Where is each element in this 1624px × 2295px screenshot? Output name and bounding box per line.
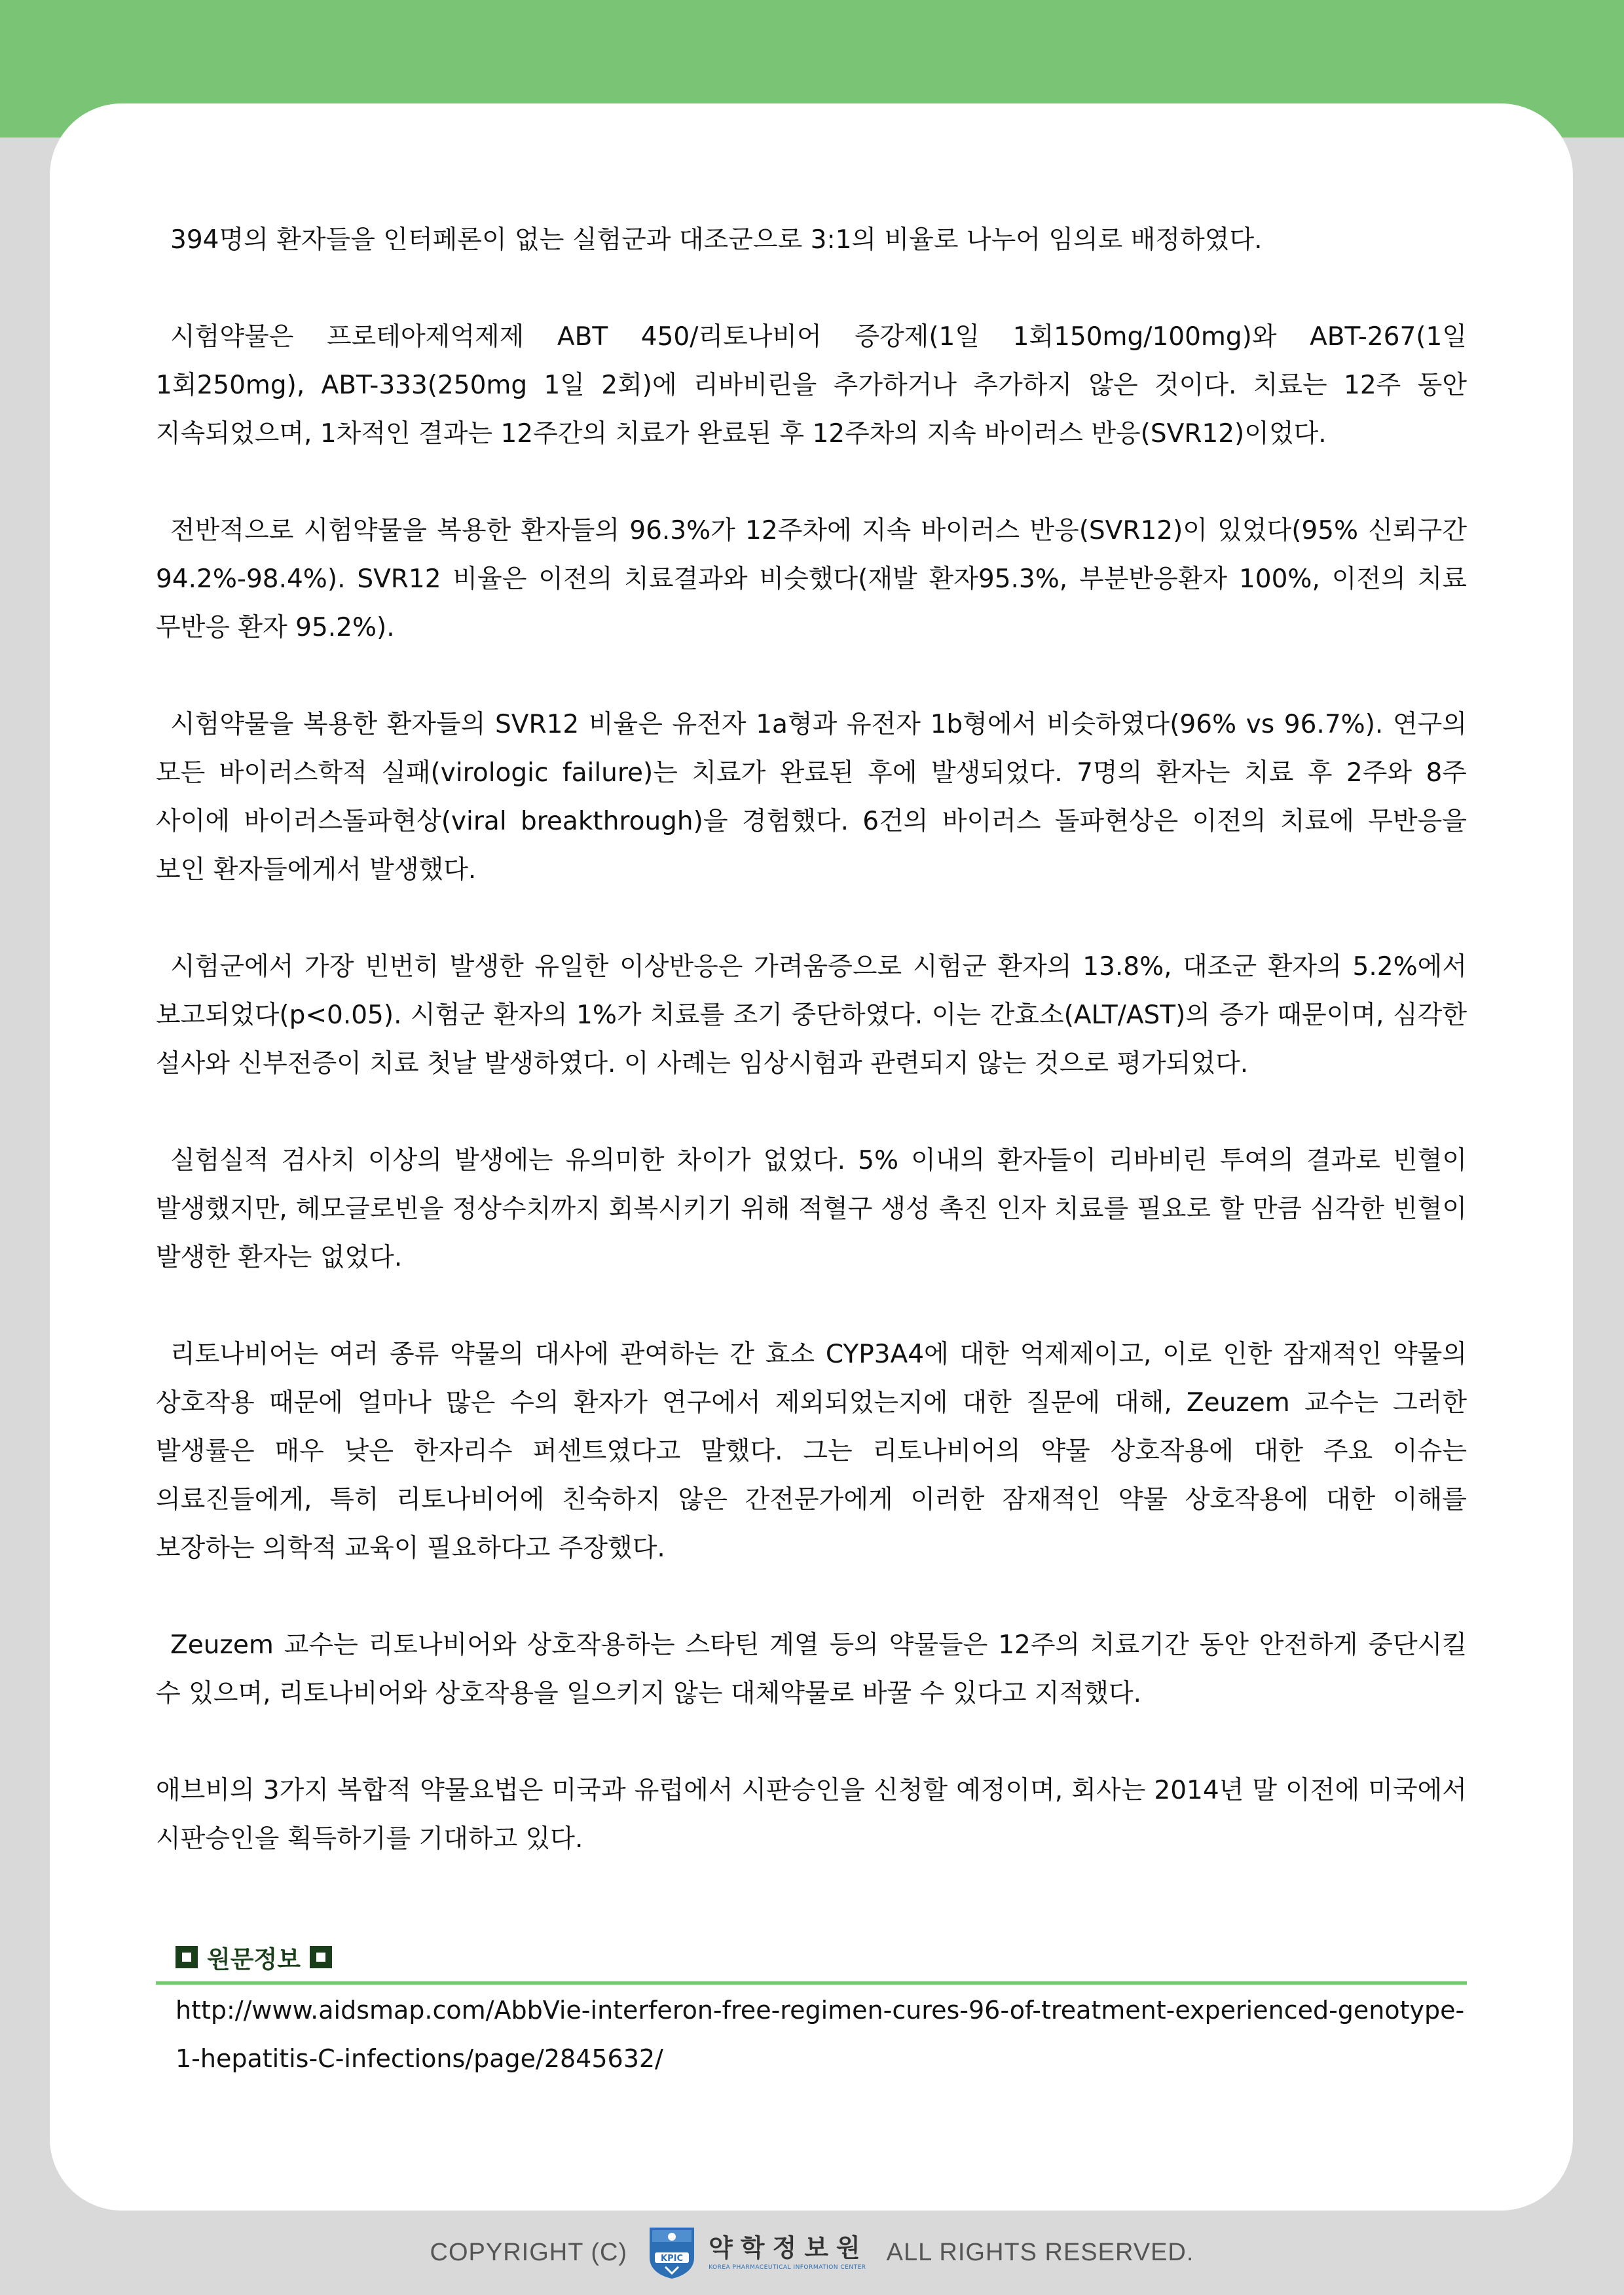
source-link[interactable]: http://www.aidsmap.com/AbbVie-interferon-free-regimen-cures-96-of-treatment-experienced-genotype-1-hepatitis-C-infections/page/2845632/ [175,1996,1465,2073]
paragraph: 리토나비어는 여러 종류 약물의 대사에 관여하는 간 효소 CYP3A4에 대한 억제제이고, 이로 인한 잠재적인 약물의 상호작용 때문에 얼마나 많은 수의 환자가 연구에서 제외되었는지에 대한 질문에 대해, Zeuzem 교수는 그러한 발생률은 매우 낮은 한자리수 퍼센트였다고 말했다. 그는 리토나비어의 약물 상호작용에 대한 주요 이슈는 의료진들에게, 특히 리토나비어에 친숙하지 않은 간전문가에게 이러한 잠재적인 약물 상호작용에 대한 이해를 보장하는 의학적 교육이 필요하다고 주장했다. [156,1340,1467,1563]
kpic-logo [646,2225,868,2280]
logo-badge-text: KPIC [661,2254,684,2264]
paragraph: 시험군에서 가장 빈번히 발생한 유일한 이상반응은 가려움증으로 시험군 환자의 13.8%, 대조군 환자의 5.2%에서 보고되었다(p<0.05). 시험군 환자의 1%가 치료를 조기 중단하였다. 이는 간효소(ALT/AST)의 증가 때문이며, 심각한 설사와 신부전증이 치료 첫날 발생하였다. 이 사례는 임상시험과 관련되지 않는 것으로 평가되었다. [156,952,1467,1078]
paragraph: 시험약물은 프로테아제억제제 ABT 450/리토나비어 증강제(1일 1회150mg/100mg)와 ABT-267(1일 1회250mg), ABT-333(250mg 1일 2회)에 리바비린을 추가하거나 추가하지 않은 것이다. 치료는 12주 동안 지속되었으며, 1차적인 결과는 12주간의 치료가 완료된 후 12주차의 지속 바이러스 반응(SVR12)이었다. [156,322,1467,449]
logo-name: 약학정보원 [709,2233,868,2262]
paragraph: 시험약물을 복용한 환자들의 SVR12 비율은 유전자 1a형과 유전자 1b형에서 비슷하였다(96% vs 96.7%). 연구의 모든 바이러스학적 실패(virologic failure)는 치료가 완료된 후에 발생되었다. 7명의 환자는 치료 후 2주와 8주 사이에 바이러스돌파현상(viral breakthrough)을 경험했다. 6건의 바이러스 돌파현상은 이전의 치료에 무반응을 보인 환자들에게서 발생했다. [156,710,1467,885]
paragraph: 실험실적 검사치 이상의 발생에는 유의미한 차이가 없었다. 5% 이내의 환자들이 리바비린 투여의 결과로 빈혈이 발생했지만, 헤모글로빈을 정상수치까지 회복시키기 위해 적혈구 생성 촉진 인자 치료를 필요로 할 만큼 심각한 빈혈이 발생한 환자는 없었다. [156,1146,1467,1272]
paragraph: 394명의 환자들을 인터페론이 없는 실험군과 대조군으로 3:1의 비율로 나누어 임의로 배정하였다. [170,225,1263,255]
logo-text [709,2233,868,2272]
logo-subtitle: KOREA PHARMACEUTICAL INFORMATION CENTER [709,2264,866,2271]
paragraph: 전반적으로 시험약물을 복용한 환자들의 96.3%가 12주차에 지속 바이러스 반응(SVR12)이 있었다(95% 신뢰구간 94.2%-98.4%). SVR12 비율은 이전의 치료결과와 비슷했다(재발 환자95.3%, 부분반응환자 100%, 이전의 치료 무반응 환자 95.2%). [156,516,1467,642]
page-footer [0,2226,1624,2279]
source-divider [156,1981,1467,1985]
source-header [156,1938,1467,1976]
kpic-shield-icon [646,2225,698,2280]
source-info [156,1938,1467,2083]
bullet-square-icon [310,1946,332,1968]
article-body [156,216,1467,1912]
paragraph: 애브비의 3가지 복합적 약물요법은 미국과 유럽에서 시판승인을 신청할 예정이며, 회사는 2014년 말 이전에 미국에서 시판승인을 획득하기를 기대하고 있다. [156,1776,1467,1854]
rights-text: ALL RIGHTS RESERVED. [886,2238,1194,2266]
source-title: 원문정보 [207,1945,301,1974]
paragraph: Zeuzem 교수는 리토나비어와 상호작용하는 스타틴 계열 등의 약물들은 12주의 치료기간 동안 안전하게 중단시킬 수 있으며, 리토나비어와 상호작용을 일으키지 않는 대체약물로 바꿀 수 있다고 지적했다. [156,1630,1467,1708]
copyright-text: COPYRIGHT (C) [430,2238,628,2266]
bullet-square-icon [175,1946,198,1968]
